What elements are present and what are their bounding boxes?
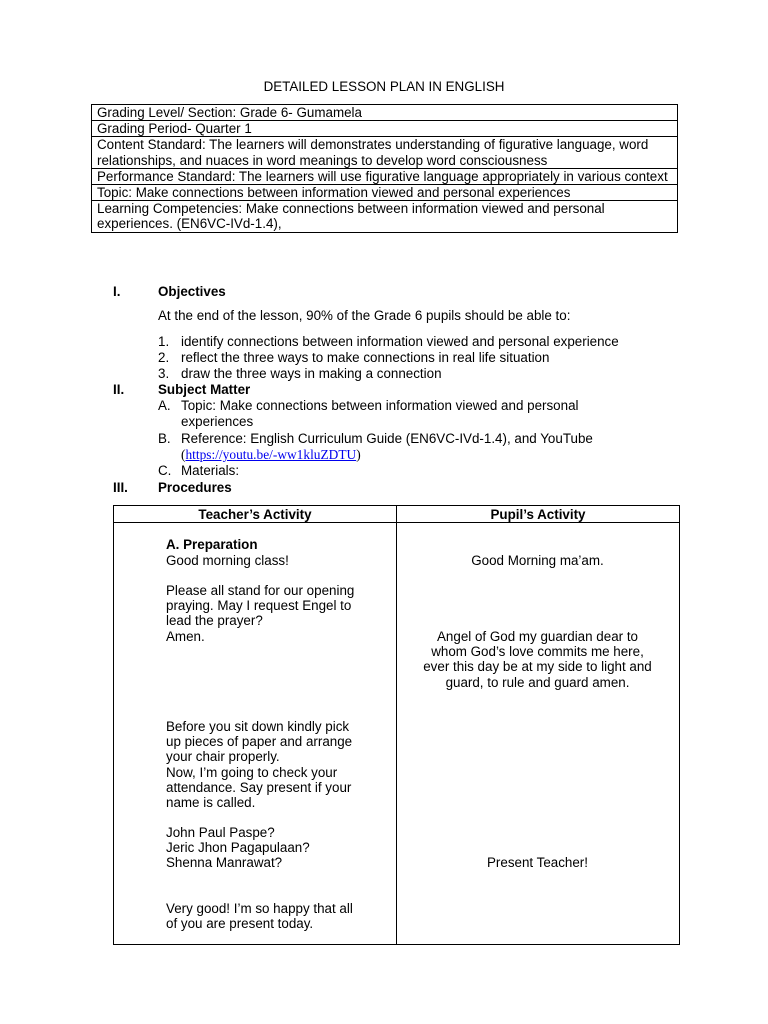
- list-letter: B.: [158, 431, 171, 446]
- youtube-link[interactable]: https://youtu.be/-ww1kluZDTU: [185, 447, 357, 462]
- teacher-activity-header: Teacher’s Activity: [114, 506, 397, 523]
- teacher-activity-content: [166, 523, 396, 943]
- preparation-heading: A. Preparation: [166, 537, 258, 552]
- reference-link-line: [181, 447, 361, 462]
- info-row: [92, 168, 678, 184]
- teacher-prayer-request: Please all stand for our opening praying. May I request Engel to lead the prayer? Amen.: [166, 583, 355, 644]
- table-row: [114, 523, 680, 945]
- lesson-info-table: [91, 104, 678, 233]
- pupil-greeting: Good Morning ma’am.: [471, 553, 604, 568]
- paren-close: ): [356, 447, 361, 462]
- document-title: DETAILED LESSON PLAN IN ENGLISH: [263, 79, 505, 94]
- topic-text-continued: experiences: [181, 414, 254, 429]
- list-letter: C.: [158, 463, 172, 478]
- info-row: [92, 105, 678, 121]
- pupil-activity-cell: [397, 523, 680, 945]
- pupil-activity-content: [397, 523, 678, 943]
- info-row: [92, 137, 678, 168]
- info-row: [92, 201, 678, 232]
- list-number: 1.: [158, 334, 170, 349]
- pupil-activity-header: Pupil’s Activity: [397, 506, 680, 523]
- list-letter: A.: [158, 398, 171, 413]
- list-number: 2.: [158, 350, 170, 365]
- info-row: [92, 121, 678, 137]
- section-number: II.: [113, 382, 125, 397]
- table-header-row: [114, 506, 680, 523]
- topic-cell: Topic: Make connections between information viewed and personal experiences: [92, 185, 678, 201]
- list-text: reflect the three ways to make connections in real life situation: [181, 350, 550, 365]
- pupil-present: Present Teacher!: [487, 855, 588, 870]
- teacher-closing: Very good! I’m so happy that all of you are present today.: [166, 901, 353, 932]
- grading-level-cell: Grading Level/ Section: Grade 6- Gumamela: [92, 105, 678, 121]
- list-text: identify connections between information viewed and personal experience: [181, 334, 619, 349]
- materials-text: Materials:: [181, 463, 240, 478]
- list-text: draw the three ways in making a connection: [181, 366, 442, 381]
- section-heading: Subject Matter: [158, 382, 251, 397]
- section-heading: Procedures: [158, 480, 232, 495]
- procedures-table: [113, 505, 680, 945]
- list-number: 3.: [158, 366, 170, 381]
- topic-text: Topic: Make connections between information viewed and personal: [181, 398, 579, 413]
- info-row: [92, 185, 678, 201]
- section-number: I.: [113, 284, 121, 299]
- objectives-intro: At the end of the lesson, 90% of the Grade 6 pupils should be able to:: [158, 308, 571, 323]
- section-number: III.: [113, 480, 128, 495]
- grading-period-cell: Grading Period- Quarter 1: [92, 121, 678, 137]
- pupil-prayer: Angel of God my guardian dear to whom God’s love commits me here, ever this day be at my side to light and guard, to rule and guard amen.: [423, 629, 652, 690]
- reference-text: Reference: English Curriculum Guide (EN6VC-IVd-1.4), and YouTube: [181, 431, 593, 446]
- teacher-activity-cell: [114, 523, 397, 945]
- teacher-roll-call: John Paul Paspe? Jeric Jhon Pagapulaan? Shenna Manrawat?: [166, 825, 310, 871]
- performance-standard-cell: Performance Standard: The learners will use figurative language appropriately in various context: [92, 168, 678, 184]
- paren-open: (: [181, 447, 186, 462]
- teacher-instructions: Before you sit down kindly pick up pieces of paper and arrange your chair properly. Now, I’m going to check your attendance. Say present if your name is called.: [166, 719, 353, 811]
- section-heading: Objectives: [158, 284, 226, 299]
- content-standard-cell: Content Standard: The learners will demonstrates understanding of figurative language, word relationships, and nuaces in word meanings to develop word consciousness: [92, 137, 678, 168]
- learning-competencies-cell: Learning Competencies: Make connections between information viewed and personal experiences. (EN6VC-IVd-1.4),: [92, 201, 678, 232]
- teacher-greeting: Good morning class!: [166, 553, 289, 568]
